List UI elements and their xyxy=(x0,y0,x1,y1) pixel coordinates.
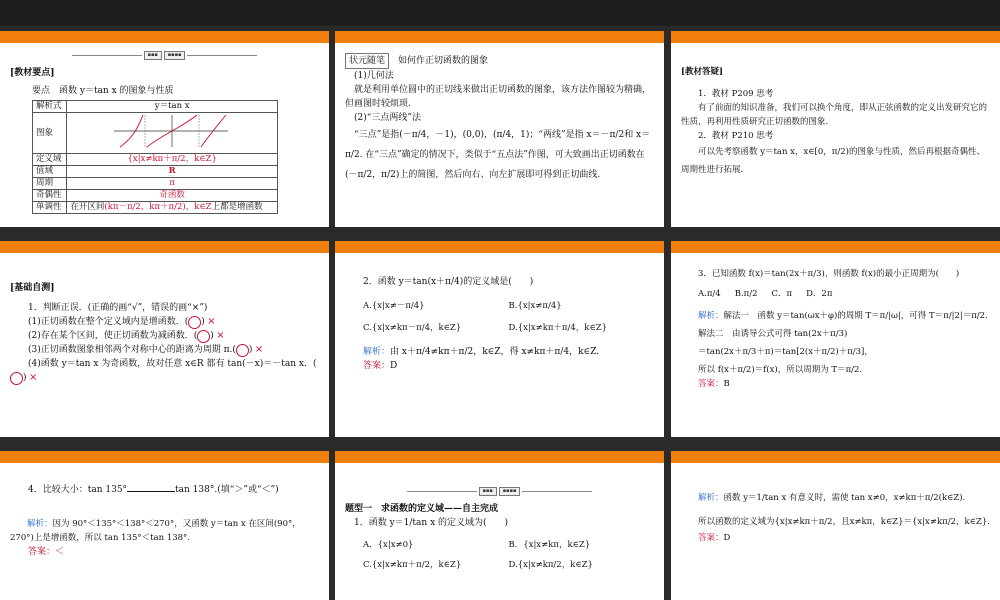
statement: (4)函数 y＝tan x 为奇函数，故对任意 x∈R 都有 tan(－x)＝－tan x．( xyxy=(28,359,317,369)
answer-value: D xyxy=(390,361,398,371)
orange-band xyxy=(335,241,664,253)
paragraph: (2)“三点两线”法 xyxy=(354,113,421,123)
explanation xyxy=(345,345,654,359)
note-title-row xyxy=(345,53,654,69)
monotonic-post: 上都是增函数 xyxy=(211,202,263,212)
row-label: 单调性 xyxy=(33,202,67,214)
answer-value: ＜ xyxy=(55,547,65,557)
explanation-text: 函数 y＝1/tan x 有意义时，需使 tan x≠0，x≠kπ＋π/2(k∈Z). xyxy=(723,493,966,503)
orange-band xyxy=(671,31,1000,43)
table-row xyxy=(33,178,278,190)
orange-band xyxy=(335,451,664,463)
options xyxy=(363,299,654,335)
paragraph: (1)几何法 xyxy=(354,71,394,81)
explanation xyxy=(681,309,990,323)
explanation xyxy=(681,491,990,505)
paragraph: 有了前面的知识准备，我们可以换个角度，即从正弦函数的定义出发研究它的性质，再利用性质研究正切函数的图象. xyxy=(681,103,988,127)
list-item: (4)函数 y＝tan x 为奇函数，故对任意 x∈R 都有 tan(－x)＝－tan x．(×) xyxy=(10,357,319,385)
paragraph: 2．教材 P210 思考 xyxy=(698,131,774,141)
row-label: 值域 xyxy=(33,166,67,178)
table-row xyxy=(33,190,278,202)
explanation-label: 解析： xyxy=(363,347,391,357)
explanation-label: 解析： xyxy=(698,493,724,503)
options xyxy=(698,287,990,301)
row-value: y＝tan x xyxy=(67,101,278,113)
explanation-text: 解法一 函数 y＝tan(ωx＋φ)的周期 T＝π/|ω|，可得 T＝π/|2|＝π/2. xyxy=(723,311,988,321)
answer-label: 答案： xyxy=(28,547,56,557)
cross-mark: × xyxy=(188,316,201,329)
explanation-label: 解析： xyxy=(698,311,724,321)
properties-table xyxy=(32,100,278,214)
orange-band xyxy=(671,451,1000,463)
question: 1．函数 y＝1/tan x 的定义域为( ) xyxy=(354,518,509,528)
explanation-line: 所以函数的定义域为{x|x≠kπ＋π/2，且x≠kπ，k∈Z}＝{x|x≠kπ/2，k∈Z}. xyxy=(698,517,990,527)
monotonic-value xyxy=(67,202,278,214)
option-c[interactable]: C．π xyxy=(771,289,793,299)
slide-7[interactable] xyxy=(0,451,329,600)
paragraph: 1．教材 P209 思考 xyxy=(698,89,774,99)
section-heading: [教材要点] xyxy=(10,68,55,78)
domain-value: {x|x≠kπ＋π/2，k∈Z} xyxy=(67,154,278,166)
question: 1．判断正误．(正确的画“√”，错误的画“×”) xyxy=(28,303,208,313)
row-label: 定义域 xyxy=(33,154,67,166)
option-a[interactable]: A.π/4 xyxy=(698,289,721,299)
orange-band xyxy=(0,31,329,43)
slide-8[interactable] xyxy=(335,451,664,600)
tangent-graph xyxy=(112,113,232,149)
question: 3．已知函数 f(x)＝tan(2x＋π/3)，则函数 f(x)的最小正周期为( ) xyxy=(698,269,960,279)
question-text: 4．比较大小：tan 135° xyxy=(28,485,128,495)
row-label: 解析式 xyxy=(33,101,67,113)
point-heading: 要点 函数 y＝tan x 的图象与性质 xyxy=(32,86,174,96)
paragraph: 可以先考察函数 y＝tan x，x∈[0，π/2)的图象与性质，然后再根据奇偶性、周期性进行拓展. xyxy=(681,147,985,175)
statement: (2)存在某个区间，使正切函数为减函数．( xyxy=(28,331,198,341)
slide-4[interactable] xyxy=(0,241,329,437)
explanation xyxy=(10,517,319,545)
answer-value: B xyxy=(723,379,730,389)
explanation-line: 所以 f(x＋π/2)＝f(x)，所以周期为 T＝π/2. xyxy=(698,365,863,375)
answer-label: 答案： xyxy=(363,361,391,371)
answer-label: 答案： xyxy=(698,379,724,389)
explanation-line: ＝tan(2x＋π/3＋π)＝tan[2(x＋π/2)＋π/3]， xyxy=(698,347,873,357)
answer xyxy=(681,531,990,545)
slide-2[interactable] xyxy=(335,31,664,227)
option-d[interactable]: D．2π xyxy=(806,289,833,299)
explanation-label: 解析： xyxy=(27,519,53,529)
option-d[interactable]: D.{x|x≠kπ＋π/4，k∈Z} xyxy=(508,323,608,333)
section-title: 题型一 求函数的定义域——自主完成 xyxy=(345,504,499,514)
paragraph: 就是利用单位圆中的正切线来做出正切函数的图象，该方法作图较为精确，但画图时较烦琐. xyxy=(345,85,652,109)
period-value: π xyxy=(67,178,278,190)
orange-band xyxy=(0,451,329,463)
section-heading: [基础自测] xyxy=(10,283,55,293)
answer-blank[interactable] xyxy=(127,491,175,492)
note-tag: 状元随笔 xyxy=(345,53,389,69)
note-title: 如何作正切函数的图象 xyxy=(398,56,489,66)
table-row xyxy=(33,113,278,154)
window-top-bar xyxy=(0,0,1000,26)
list-item: (3)正切函数图象相邻两个对称中心的距离为周期 π.( ×) xyxy=(28,344,264,355)
tangent-graph-cell xyxy=(67,113,278,154)
table-row xyxy=(33,101,278,113)
option-c[interactable]: C.{x|x≠kπ－π/4，k∈Z} xyxy=(363,323,462,333)
answer xyxy=(681,377,990,391)
option-d[interactable]: D.{x|x≠kπ/2，k∈Z} xyxy=(508,560,593,570)
table-row xyxy=(33,166,278,178)
title-ornament: ▪▪▪ ▪▪▪▪ xyxy=(345,487,654,496)
statement: (3)正切函数图象相邻两个对称中心的距离为周期 π.( xyxy=(28,345,236,355)
option-a[interactable]: A.{x|x≠－π/4} xyxy=(363,301,425,311)
slide-5[interactable] xyxy=(335,241,664,437)
answer xyxy=(10,545,319,559)
slide-6[interactable] xyxy=(671,241,1000,437)
row-label: 奇偶性 xyxy=(33,190,67,202)
table-row xyxy=(33,154,278,166)
cross-mark: × xyxy=(197,330,210,343)
answer-value: D xyxy=(723,533,731,543)
statement: (1)正切函数在整个定义域内是增函数．( xyxy=(28,317,189,327)
option-c[interactable]: C.{x|x≠kπ＋π/2，k∈Z} xyxy=(363,560,462,570)
option-b[interactable]: B.{x|x≠π/4} xyxy=(508,301,562,311)
title-ornament: ▪▪▪ ▪▪▪▪ xyxy=(10,51,319,60)
option-a[interactable]: A．{x|x≠0} xyxy=(363,540,414,550)
question xyxy=(10,483,319,497)
option-b[interactable]: B.π/2 xyxy=(734,289,758,299)
orange-band xyxy=(335,31,664,43)
explanation-text: 因为 90°＜135°＜138°＜270°，又函数 y＝tan x 在区间(90°，270°)上是增函数，所以 tan 135°＜tan 138°. xyxy=(10,519,301,543)
slide-1[interactable] xyxy=(0,31,329,227)
row-label: 周期 xyxy=(33,178,67,190)
cross-mark: × xyxy=(236,344,249,357)
option-b[interactable]: B．{x|x≠kπ，k∈Z} xyxy=(508,540,591,550)
orange-band xyxy=(671,241,1000,253)
row-label: 图象 xyxy=(33,113,67,154)
answer-label: 答案： xyxy=(698,533,724,543)
monotonic-pre: 在开区间 xyxy=(70,202,105,212)
table-row xyxy=(33,202,278,214)
cross-mark: × xyxy=(10,372,23,385)
slide-9[interactable] xyxy=(671,451,1000,600)
answer xyxy=(345,359,654,373)
list-item: (1)正切函数在整个定义域内是增函数．( ×) xyxy=(28,316,216,327)
range-value: R xyxy=(67,166,278,178)
parity-value: 奇函数 xyxy=(67,190,278,202)
monotonic-interval: (kπ－π/2，kπ＋π/2)，k∈Z xyxy=(104,202,212,212)
list-item: (2)存在某个区间，使正切函数为减函数．( ×) xyxy=(28,330,225,341)
slide-3[interactable] xyxy=(671,31,1000,227)
options xyxy=(363,538,654,572)
question-text: tan 138°.(填“＞”或“＜”) xyxy=(175,485,279,495)
explanation-text: 由 x＋π/4≠kπ＋π/2，k∈Z，得 x≠kπ＋π/4，k∈Z. xyxy=(390,347,600,357)
paragraph: “三点”是指(－π/4，－1)，(0,0)，(π/4，1)；“两线”是指 x＝－π/2和 x＝π/2. 在“三点”确定的情况下，类似于“五点法”作图，可大致画出正切函数在(－π/2，π/2)上的简图，然后向右、向左扩展即可得到正切曲线. xyxy=(345,130,651,180)
explanation-line: 解法二 由诱导公式可得 tan(2x＋π/3) xyxy=(698,329,848,339)
section-heading: [教材答疑] xyxy=(681,67,724,77)
question: 2．函数 y＝tan(x＋π/4)的定义域是( ) xyxy=(363,277,534,287)
orange-band xyxy=(0,241,329,253)
